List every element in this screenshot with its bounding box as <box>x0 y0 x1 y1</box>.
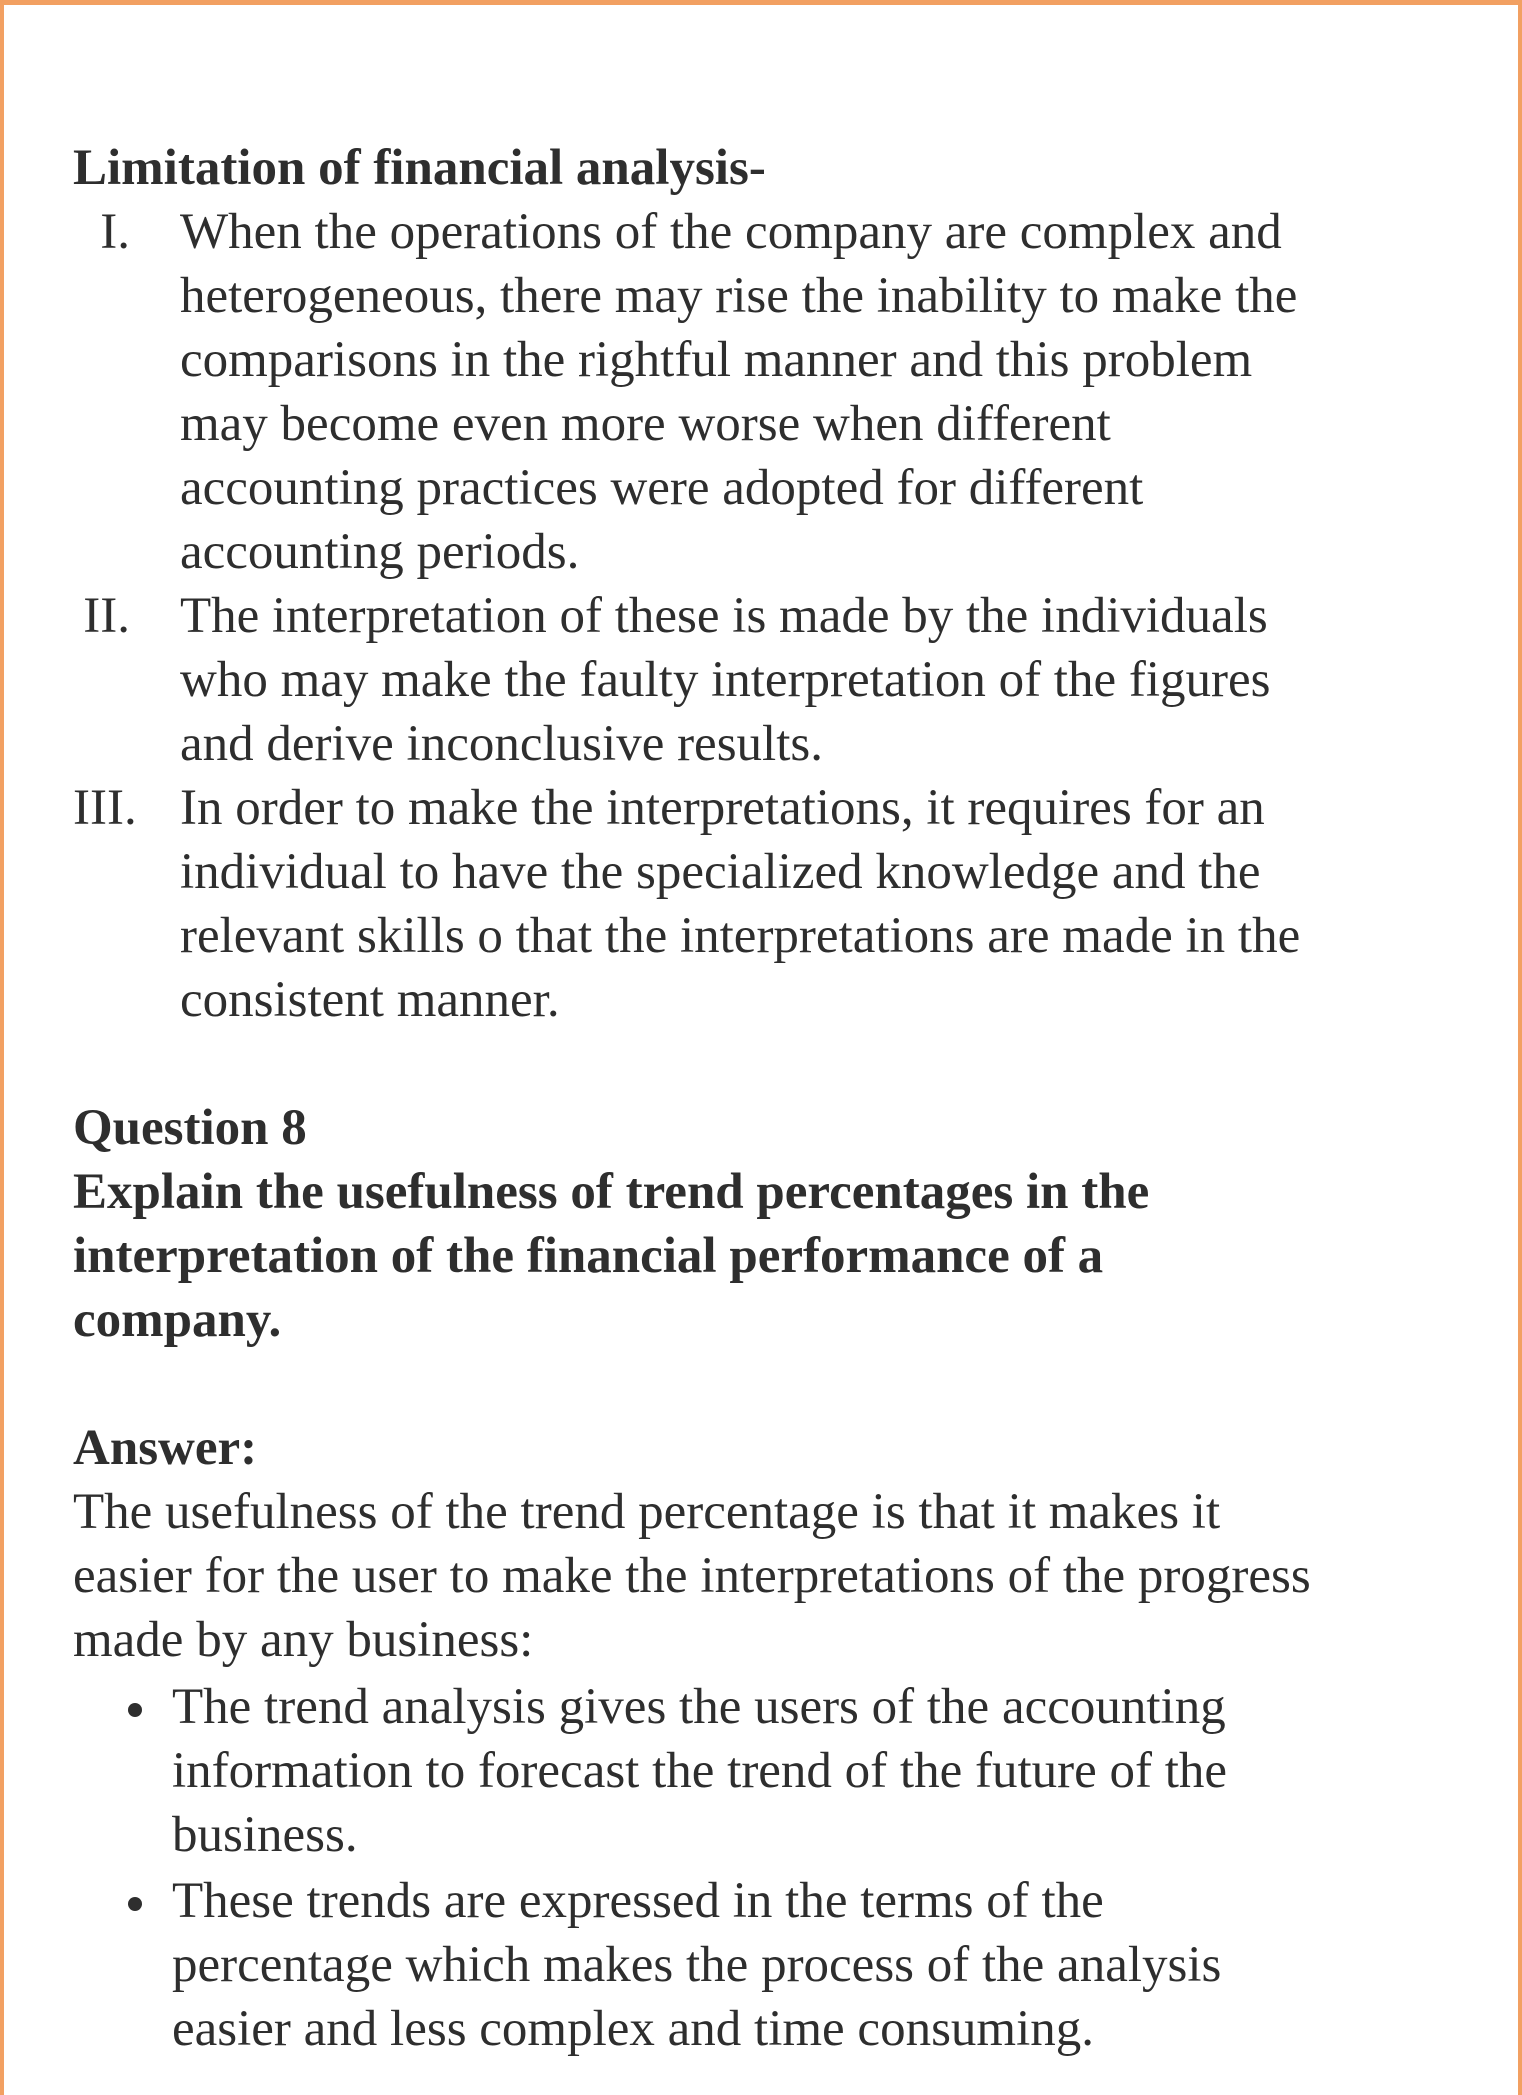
text-line: business. <box>172 1807 358 1863</box>
text-line: accounting periods. <box>180 524 580 580</box>
answer-label: Answer: <box>73 1420 258 1476</box>
list-numeral: I. <box>100 204 130 260</box>
list-numeral: III. <box>73 780 137 836</box>
answer-text: easier for the user to make the interpretations of the progress <box>73 1548 1311 1604</box>
text-line: heterogeneous, there may rise the inability to make the <box>180 268 1298 324</box>
answer-text: The usefulness of the trend percentage is that it makes it <box>73 1484 1221 1540</box>
text-line: In order to make the interpretations, it requires for an <box>180 780 1265 836</box>
text-line: percentage which makes the process of the analysis <box>172 1937 1222 1993</box>
text-line: individual to have the specialized knowledge and the <box>180 844 1261 900</box>
list-item-1 <box>73 200 1473 584</box>
text-line: information to forecast the trend of the future of the <box>172 1743 1228 1799</box>
list-item-3 <box>73 776 1473 1032</box>
question-text: Explain the usefulness of trend percentages in the <box>73 1164 1150 1220</box>
bullet-item-2 <box>73 1869 1473 2061</box>
text-line: who may make the faulty interpretation of the figures <box>180 652 1271 708</box>
question-text: company. <box>73 1292 282 1348</box>
text-line: consistent manner. <box>180 972 560 1028</box>
question-title: Question 8 <box>73 1100 307 1156</box>
text-line: These trends are expressed in the terms of the <box>172 1873 1104 1929</box>
bullet-icon <box>128 1703 142 1717</box>
section-heading: Limitation of financial analysis- <box>73 140 766 196</box>
text-line: may become even more worse when different <box>180 396 1111 452</box>
text-line: When the operations of the company are complex and <box>180 204 1282 260</box>
answer-text: made by any business: <box>73 1612 534 1668</box>
text-line: easier and less complex and time consuming. <box>172 2001 1095 2057</box>
text-line: The trend analysis gives the users of the accounting <box>172 1679 1226 1735</box>
text-line: accounting practices were adopted for different <box>180 460 1144 516</box>
list-numeral: II. <box>83 588 130 644</box>
text-line: and derive inconclusive results. <box>180 716 823 772</box>
text-line: relevant skills o that the interpretations are made in the <box>180 908 1301 964</box>
document-body <box>73 136 1473 2061</box>
question-text: interpretation of the financial performance of a <box>73 1228 1104 1284</box>
bullet-icon <box>128 1897 142 1911</box>
list-item-2 <box>73 584 1473 776</box>
text-line: comparisons in the rightful manner and this problem <box>180 332 1253 388</box>
bullet-item-1 <box>73 1675 1473 1867</box>
text-line: The interpretation of these is made by the individuals <box>180 588 1268 644</box>
